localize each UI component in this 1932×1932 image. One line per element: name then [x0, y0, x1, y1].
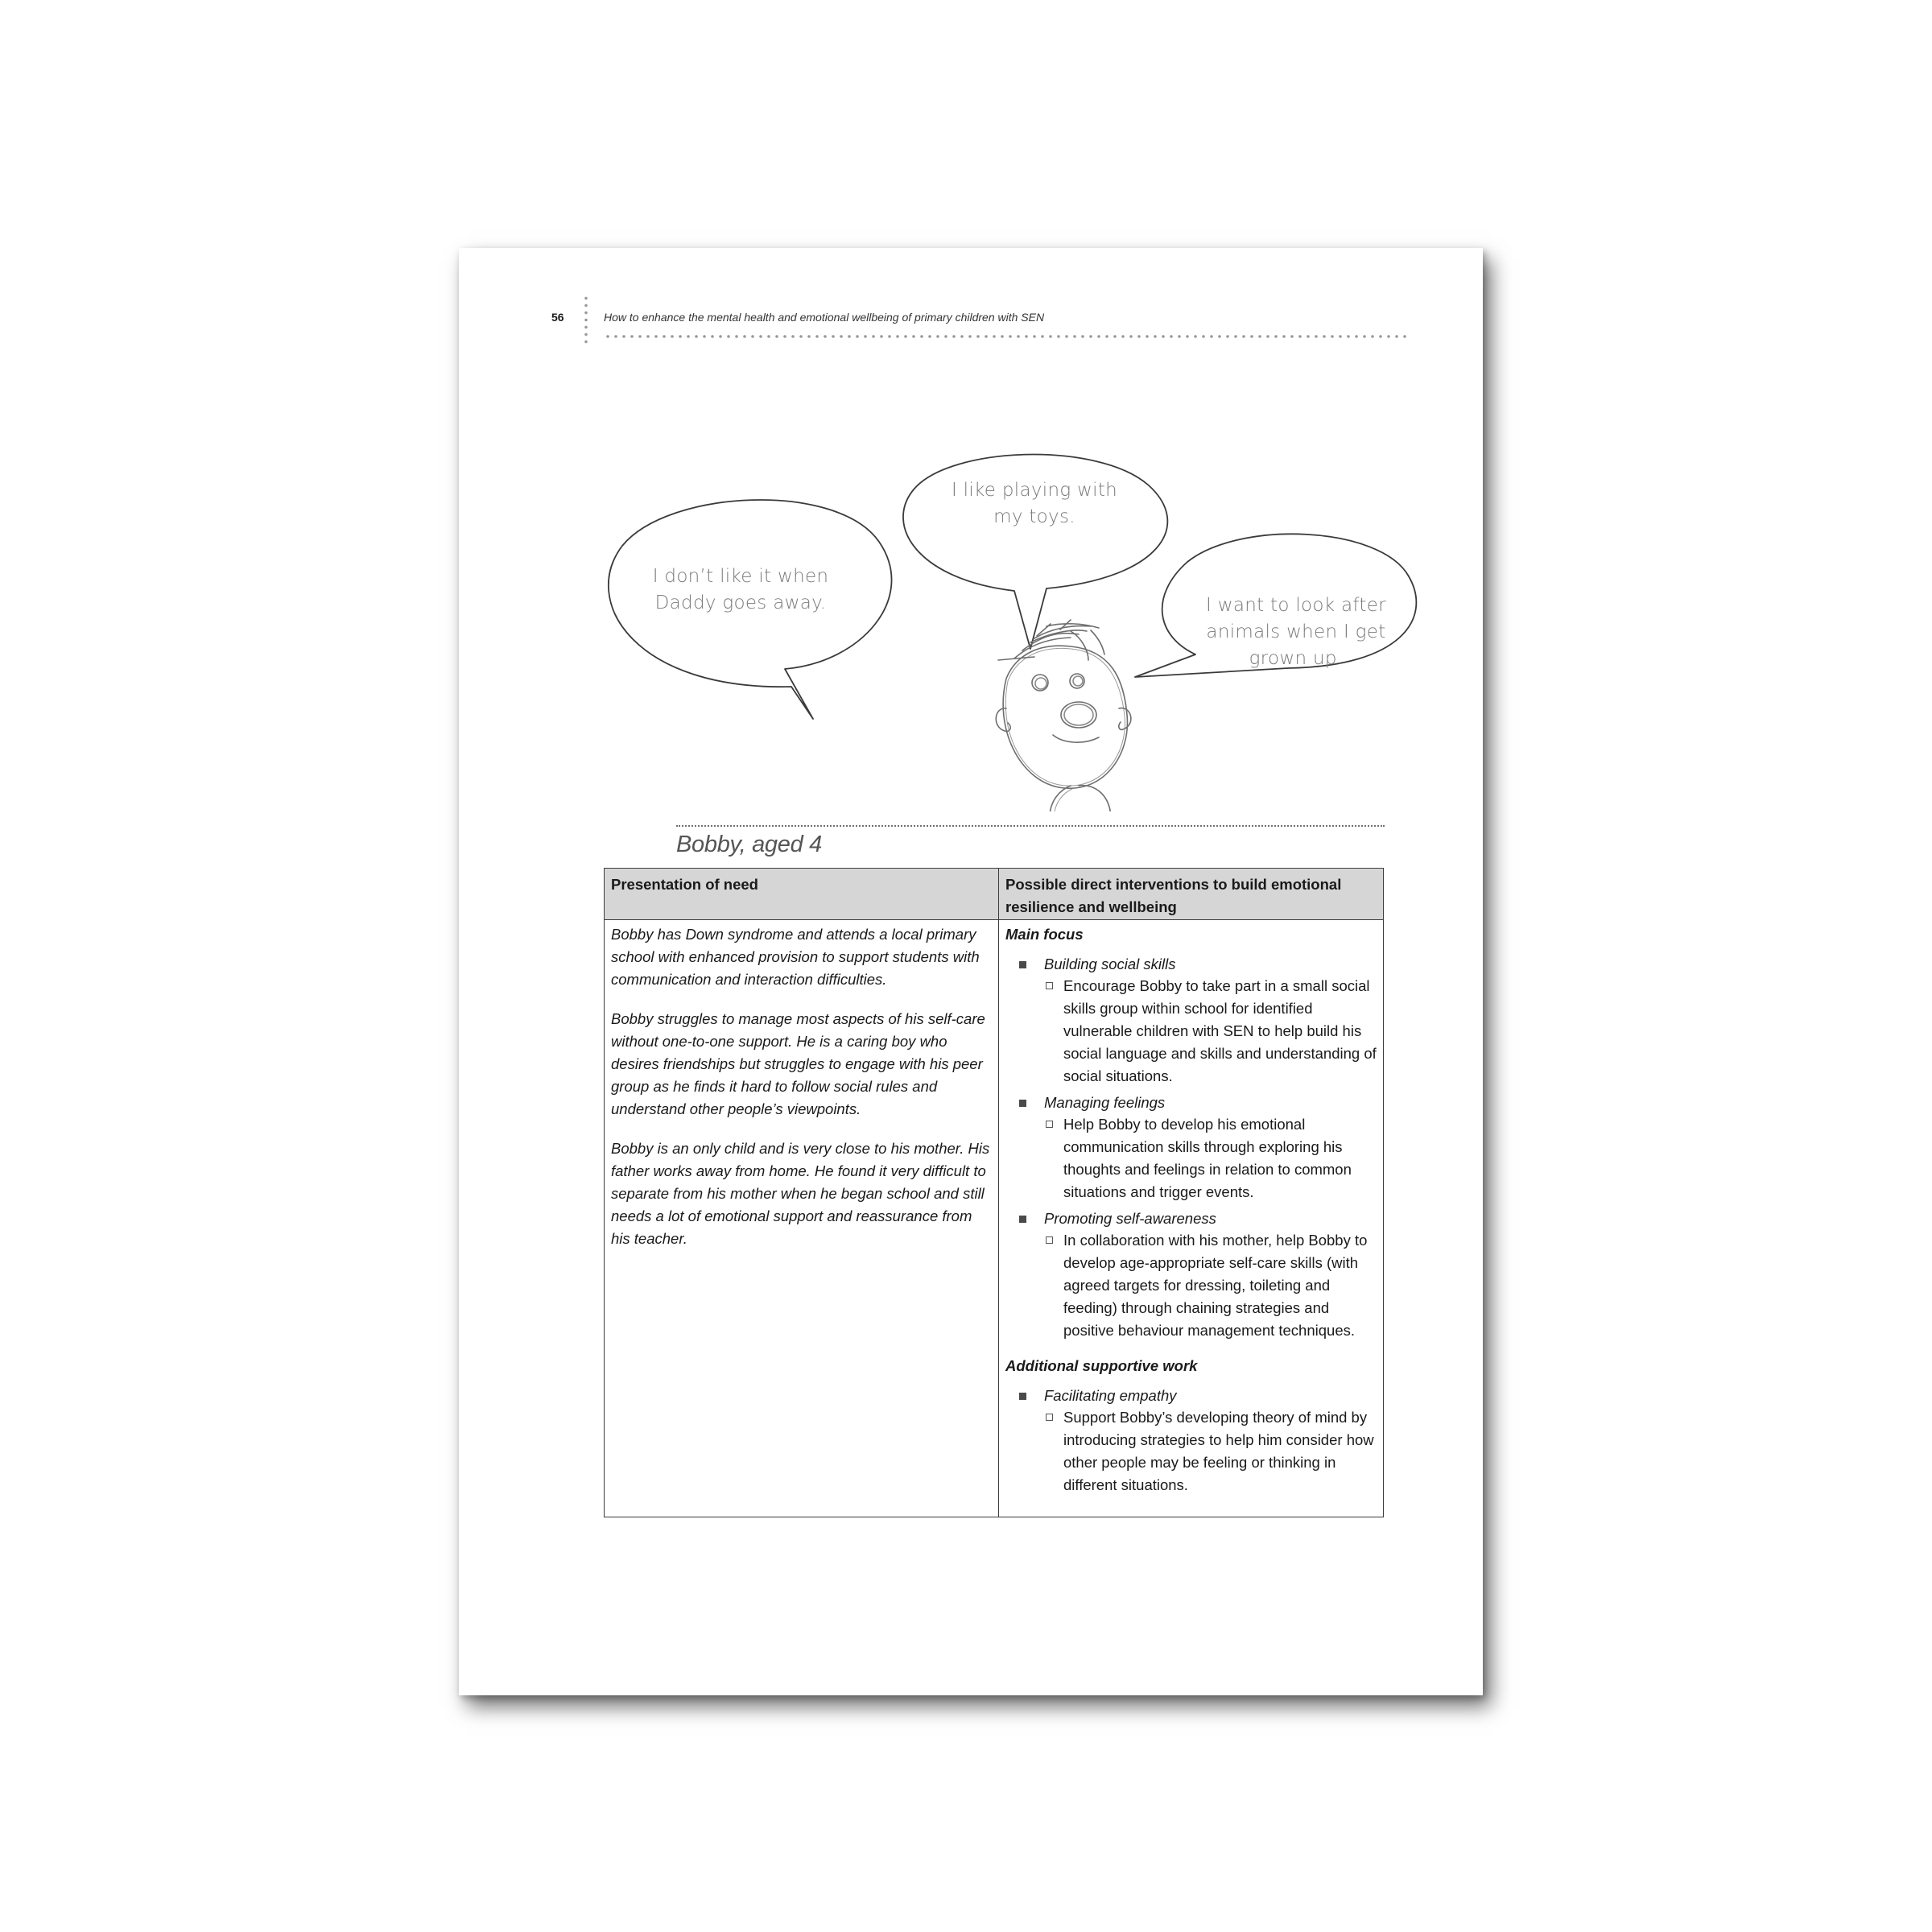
bubble-left-line-2: Daddy goes away.: [654, 592, 827, 613]
bubble-left-text: [644, 564, 837, 617]
square-bullet-icon: [1019, 1100, 1026, 1107]
list-item: [1018, 1092, 1377, 1203]
child-illustration: [596, 361, 1481, 811]
intervention-label: Promoting self-awareness: [1044, 1210, 1216, 1227]
intervention-detail: In collaboration with his mother, help Bobby to develop age-appropriate self-care skills (with agreed targets for dressing, toileting and feeding) through chaining strategies and positive behaviour management techniques.: [1063, 1232, 1368, 1339]
sub-list-item: [1044, 1229, 1377, 1342]
interventions-cell: [999, 920, 1384, 1517]
need-cell: [605, 920, 999, 1517]
intervention-label: Managing feelings: [1044, 1094, 1166, 1111]
bubble-right-line-1: I want to look after: [1206, 595, 1386, 616]
open-square-bullet-icon: [1046, 1236, 1053, 1244]
additional-work-list: [1005, 1385, 1377, 1496]
page-number: 56: [551, 311, 564, 324]
case-title-dotted-rule: [676, 825, 1385, 827]
intervention-detail: Help Bobby to develop his emotional communication skills through exploring his thoughts and feelings in relation to common situations and trigger events.: [1063, 1116, 1352, 1200]
header-vertical-dotted-rule: [584, 295, 588, 345]
sub-list-item: [1044, 1113, 1377, 1203]
list-item: [1018, 954, 1377, 1088]
bubble-middle-line-2: my toys.: [993, 506, 1075, 527]
header-presentation-of-need: Presentation of need: [605, 869, 999, 920]
intervention-label: Building social skills: [1044, 956, 1176, 972]
running-title: How to enhance the mental health and emotional wellbeing of primary children with SEN: [604, 311, 1045, 324]
open-square-bullet-icon: [1046, 1414, 1053, 1421]
need-paragraph: Bobby has Down syndrome and attends a local primary school with enhanced provision to support students with communication and interaction difficulties.: [611, 926, 980, 988]
bubble-right-text: [1195, 592, 1397, 672]
bubble-middle-line-1: I like playing with: [951, 480, 1118, 501]
open-square-bullet-icon: [1046, 982, 1053, 989]
main-focus-list: [1005, 954, 1377, 1342]
intervention-detail: Encourage Bobby to take part in a small social skills group within school for identified vulnerable children with SEN to help build his social language and skills and understanding of social situations.: [1063, 977, 1377, 1084]
bubble-left-line-1: I don’t like it when: [652, 566, 829, 587]
need-paragraph: Bobby is an only child and is very close to his mother. His father works away from home. He found it very difficult to separate from his mother when he began school and still needs a lot of emotional support and reassurance from his teacher.: [611, 1140, 990, 1247]
book-page: [459, 248, 1483, 1695]
open-square-bullet-icon: [1046, 1121, 1053, 1128]
intervention-label: Facilitating empathy: [1044, 1387, 1177, 1404]
list-item: [1018, 1208, 1377, 1342]
table-row: [605, 920, 1384, 1517]
square-bullet-icon: [1019, 1393, 1026, 1400]
sub-list-item: [1044, 975, 1377, 1088]
bubble-middle-text: [938, 477, 1131, 530]
main-focus-heading: Main focus: [1005, 926, 1084, 943]
child-face-drawing-icon: [996, 620, 1131, 811]
case-title: Bobby, aged 4: [676, 832, 822, 857]
list-item: [1018, 1385, 1377, 1496]
need-paragraph: Bobby struggles to manage most aspects of his self-care without one-to-one support. He is a caring boy who desires friendships but struggles to engage with his peer group as he finds it hard to follow social rules and understand other people’s viewpoints.: [611, 1010, 985, 1117]
case-table: [604, 868, 1384, 1517]
table-header-row: [605, 869, 1384, 920]
bubble-right-line-2: animals when I get: [1206, 621, 1386, 642]
square-bullet-icon: [1019, 1216, 1026, 1223]
square-bullet-icon: [1019, 961, 1026, 968]
intervention-detail: Support Bobby’s developing theory of mind by introducing strategies to help him consider how other people may be feeling or thinking in different situations.: [1063, 1409, 1374, 1493]
header-horizontal-dotted-rule: [604, 335, 1409, 338]
header-interventions: Possible direct interventions to build emotional resilience and wellbeing: [999, 869, 1384, 920]
bubble-right-line-3: grown up.: [1249, 648, 1344, 669]
sub-list-item: [1044, 1406, 1377, 1496]
additional-work-heading: Additional supportive work: [1005, 1357, 1198, 1374]
